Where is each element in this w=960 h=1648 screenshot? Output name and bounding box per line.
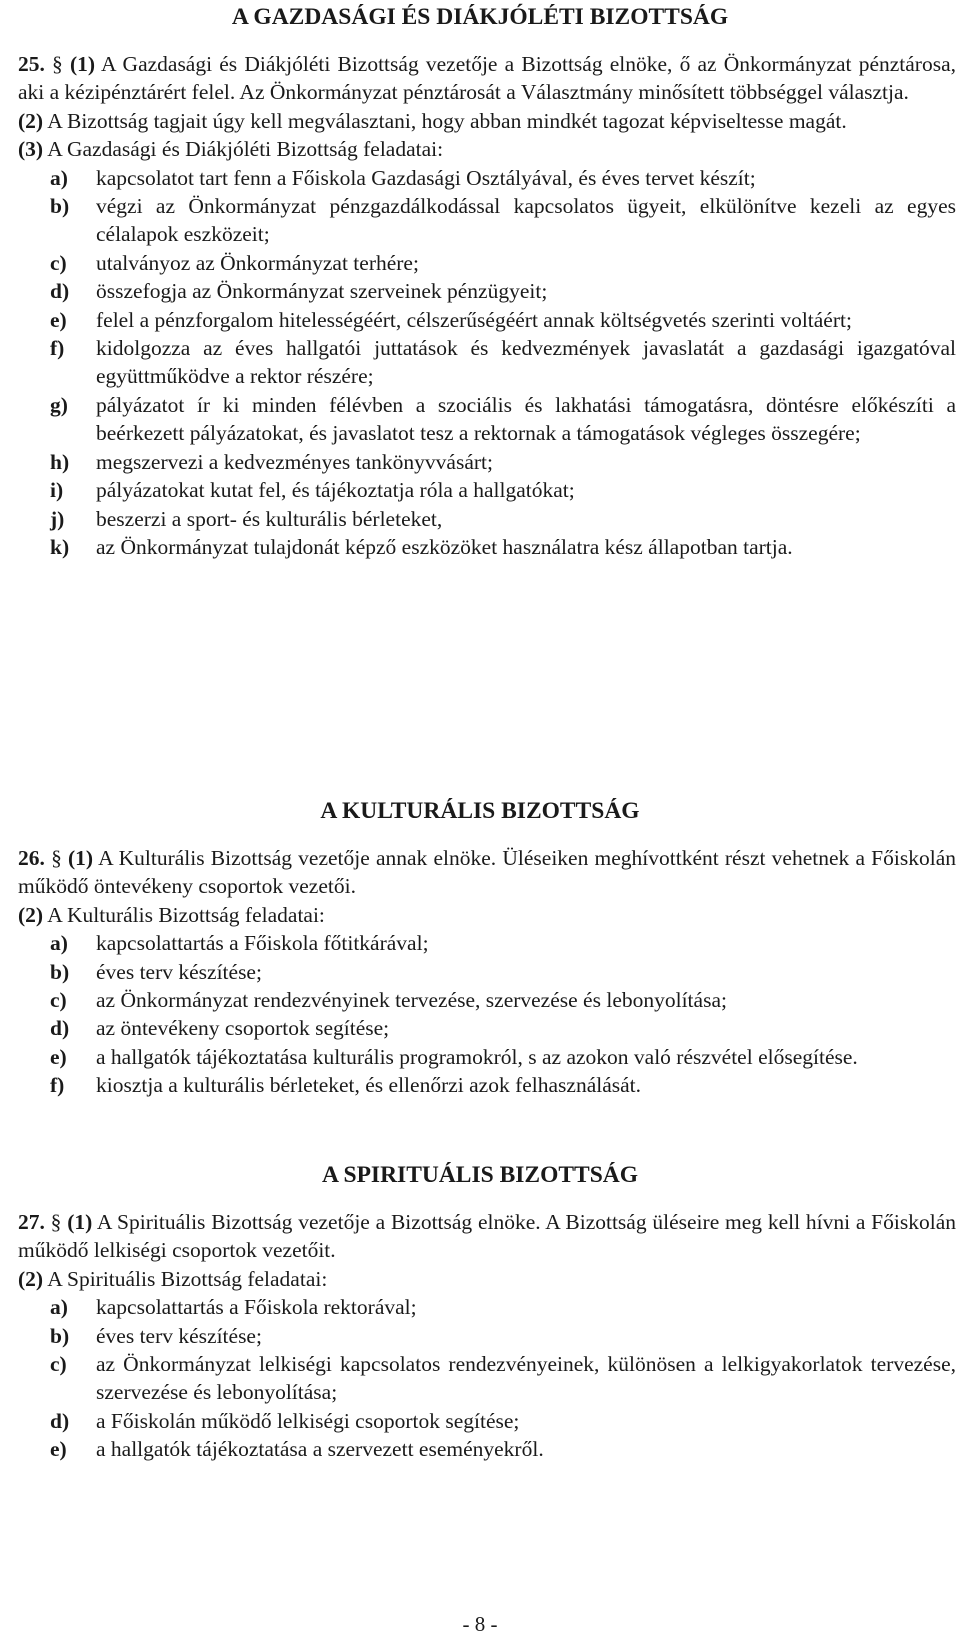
item-text: végzi az Önkormányzat pénzgazdálkodással kapcsolatos ügyeit, elkülönítve kezeli az egyes célalapok eszközeit; [96,194,956,247]
paragraph-text: A Bizottság tagjait úgy kell megválasztani, hogy abban mindkét tagozat képviseltesse magát. [43,108,847,133]
item-label: e) [50,1437,67,1462]
item-text: pályázatot ír ki minden félévben a szociális és lakhatási támogatásra, döntésre előkészíti a beérkezett pályázatokat, és javaslatot tesz a rektornak a támogatások végleges összegére; [96,392,956,446]
item-label: a) [50,931,68,956]
task-list [4,164,956,562]
heading-part: IZOTTSÁG [605,4,729,30]
item-text: a hallgatók tájékoztatása kulturális programokról, s az azokon való részvétel elősegítése. [96,1044,858,1069]
paragraph-text: A Kulturális Bizottság feladatai: [43,902,325,927]
section-kulturalis [4,796,956,1100]
paragraph-number: (2) [18,1266,44,1291]
item-label: i) [50,478,64,503]
item-text: megszervezi a kedvezményes tankönyvvásárt; [96,449,493,474]
item-text: az Önkormányzat lelkiségi kapcsolatos rendezvényeinek, különösen a lelkigyakorlatok tervezése, szervezése és lebonyolítása; [96,1352,956,1405]
list-item [4,1043,956,1071]
heading-part: AZDASÁGI ÉS [271,4,437,30]
list-item [4,391,956,448]
item-label: f) [50,1073,65,1098]
item-text: az Önkormányzat rendezvényinek tervezése, szervezése és lebonyolítása; [96,988,727,1013]
list-item [4,334,956,391]
item-text: kidolgozza az éves hallgatói juttatások és kedvezmények javaslatát a gazdasági igazgatóval együttműködve a rektor részére; [96,336,956,389]
item-label: c) [50,250,67,275]
paragraph-2 [4,1265,956,1293]
item-text: utalványoz az Önkormányzat terhére; [96,250,419,275]
article-number: 27. [18,1210,45,1234]
paragraph-text: A Gazdasági és Diákjóléti Bizottság feladatai: [43,137,444,162]
list-item [4,533,956,561]
list-item [4,958,956,986]
item-text: pályázatokat kutat fel, és tájékoztatja róla a hallgatókat; [96,478,575,503]
section-symbol: § [50,1210,62,1234]
section-symbol: § [51,846,62,870]
item-label: d) [50,1016,70,1041]
item-text: az öntevékeny csoportok segítése; [96,1016,390,1041]
item-label: e) [50,1044,67,1069]
heading-part: PIRITUÁLIS [356,1162,500,1188]
item-label: c) [50,988,67,1013]
item-text: az Önkormányzat tulajdonát képző eszközöket használatra kész állapotban tartja. [96,534,793,559]
task-list [4,1293,956,1463]
list-item [4,1407,956,1435]
item-text: kapcsolattartás a Főiskola főtitkárával; [96,931,429,956]
heading-part: A G [231,4,272,30]
item-text: éves terv készítése; [96,959,262,984]
paragraph-number: (1) [68,846,94,870]
heading-part: IÁKJÓLÉTI [453,4,590,30]
paragraph-2 [4,901,956,929]
list-item [4,1322,956,1350]
paragraph-number: (3) [18,137,44,162]
item-label: d) [50,279,70,304]
item-label: g) [50,392,68,417]
item-text: kiosztja a kulturális bérleteket, és ellenőrzi azok felhasználását. [96,1073,642,1098]
item-label: b) [50,1323,70,1348]
item-label: b) [50,959,70,984]
heading-part: ULTURÁLIS [360,798,502,824]
list-item [4,476,956,504]
item-label: f) [50,336,65,361]
paragraph-3 [4,135,956,163]
paragraph-1 [4,844,956,901]
heading-part: IZOTTSÁG [516,798,640,824]
item-text: kapcsolattartás a Főiskola rektorával; [96,1295,417,1320]
heading-part: B [501,798,517,824]
list-item [4,1293,956,1321]
paragraph-2 [4,107,956,135]
item-text: beszerzi a sport- és kulturális bérleteket, [96,506,443,531]
item-text: kapcsolatot tart fenn a Főiskola Gazdasági Osztályával, és éves tervet készít; [96,165,756,190]
task-list [4,929,956,1099]
item-text: a hallgatók tájékoztatása a szervezett eseményekről. [96,1437,544,1462]
paragraph-text: A Spirituális Bizottság vezetője a Bizottság elnöke. A Bizottság üléseire meg kell hívni a Főiskolán működő lelkiségi csoportok vezetőit. [18,1210,956,1263]
article-number: 26. [18,846,45,870]
paragraph-number: (1) [67,1210,93,1234]
list-item [4,192,956,249]
paragraph-text: A Kulturális Bizottság vezetője annak elnöke. Üléseiken meghívottként részt vehetnek a Főiskolán működő öntevékeny csoportok vezetői. [18,846,956,899]
section-spiritualis [4,1160,956,1464]
item-label: d) [50,1408,70,1433]
item-label: a) [50,165,68,190]
section-heading [4,796,956,826]
paragraph-number: (2) [18,108,44,133]
item-label: e) [50,307,67,332]
item-text: összefogja az Önkormányzat szerveinek pénzügyeit; [96,279,548,304]
section-heading [4,2,956,32]
list-item [4,249,956,277]
item-label: h) [50,449,70,474]
paragraph-text: A Gazdasági és Diákjóléti Bizottság vezetője a Bizottság elnöke, ő az Önkormányzat pénztárosa, aki a kézipénztárért felel. Az Önkormányzat pénztárosát a Választmány minősített többséggel választja. [18,52,956,105]
heading-part: B [589,4,606,30]
heading-part: A K [320,798,361,824]
page-number: - 8 - [462,1612,498,1636]
section-symbol: § [52,52,63,76]
list-item [4,1350,956,1407]
list-item [4,1071,956,1099]
article-number: 25. [18,52,45,76]
list-item [4,986,956,1014]
heading-part: B [499,1162,516,1188]
list-item [4,1435,956,1463]
heading-part: A S [321,1162,357,1188]
list-item [4,448,956,476]
list-item [4,1014,956,1042]
item-label: j) [50,506,65,531]
paragraph-number: (1) [69,52,96,76]
list-item [4,164,956,192]
item-text: felel a pénzforgalom hitelességéért, célszerűségéért annak költségvetés szerinti voltáért; [96,307,852,332]
section-heading [4,1160,956,1190]
paragraph-1 [4,50,956,107]
item-label: a) [50,1295,68,1320]
list-item [4,505,956,533]
item-text: a Főiskolán működő lelkiségi csoportok segítése; [96,1408,520,1433]
paragraph-number: (2) [18,902,44,927]
heading-part: D [436,4,454,30]
item-label: b) [50,194,70,219]
list-item [4,306,956,334]
item-label: c) [50,1352,67,1377]
item-label: k) [50,534,70,559]
heading-part: IZOTTSÁG [515,1162,639,1188]
paragraph-text: A Spirituális Bizottság feladatai: [43,1266,328,1291]
list-item [4,277,956,305]
list-item [4,929,956,957]
paragraph-1 [4,1208,956,1265]
item-text: éves terv készítése; [96,1323,262,1348]
section-gazdasagi [4,2,956,561]
